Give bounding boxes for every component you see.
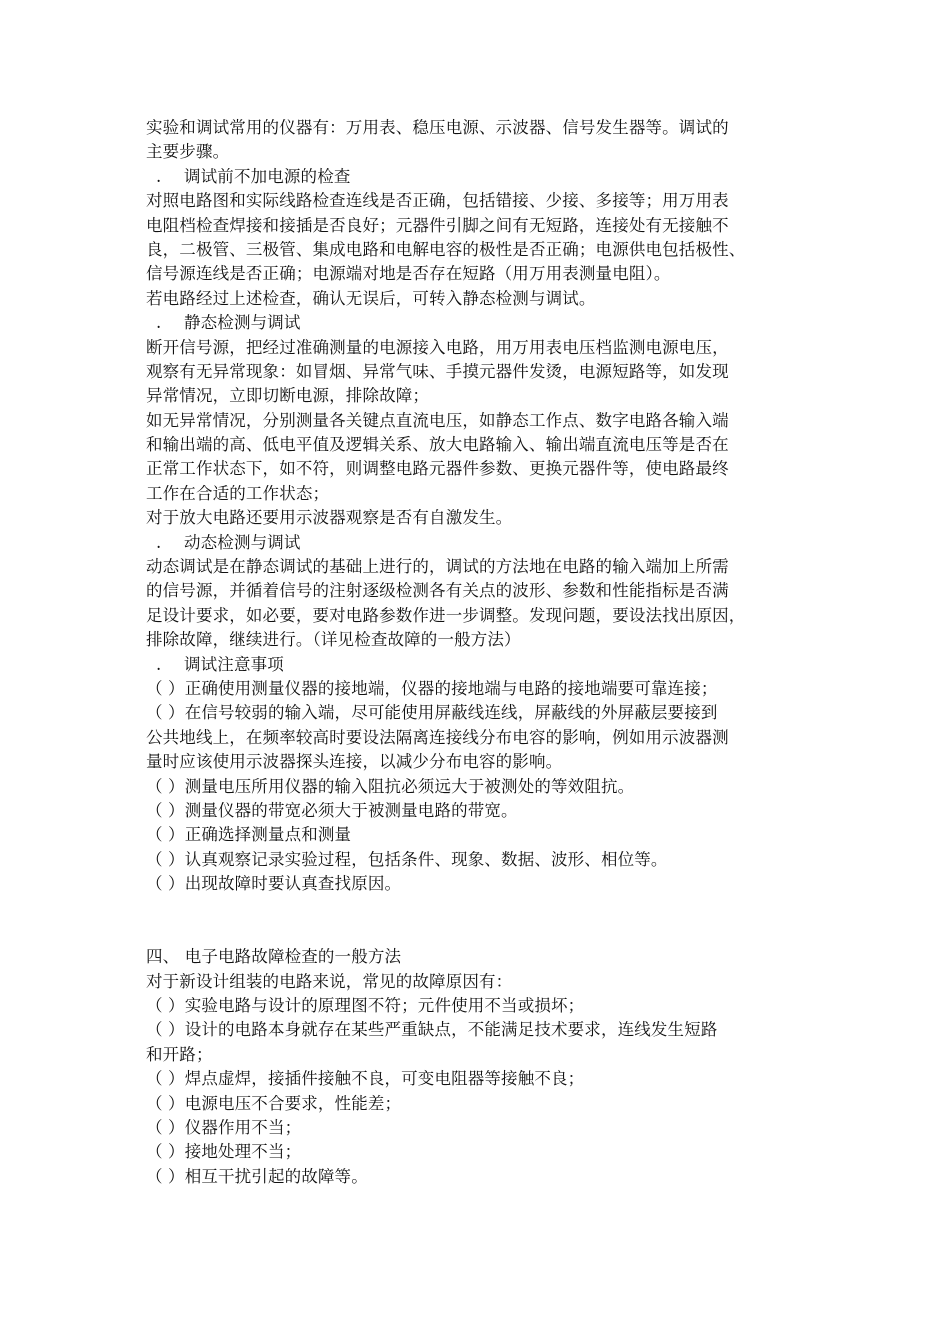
heading-marker: . bbox=[156, 166, 162, 186]
list-item: （ ）相互干扰引起的故障等。 bbox=[146, 1166, 368, 1186]
heading-marker: . bbox=[156, 532, 162, 552]
paragraph-line: 公共地线上，在频率较高时要设法隔离连接线分布电容的影响，例如用示波器测 bbox=[146, 727, 729, 747]
paragraph-line: 对于放大电路还要用示波器观察是否有自激发生。 bbox=[146, 508, 513, 528]
list-item: （ ）测量仪器的带宽必须大于被测量电路的带宽。 bbox=[146, 800, 518, 820]
paragraph-line: 足设计要求，如必要，要对电路参数作进一步调整。发现问题，要设法找出原因， bbox=[146, 605, 746, 625]
list-item: （ ）在信号较弱的输入端，尽可能使用屏蔽线连线，屏蔽线的外屏蔽层要接到 bbox=[146, 703, 718, 723]
paragraph-line: 良，二极管、三极管、集成电路和电解电容的极性是否正确；电源供电包括极性、 bbox=[146, 239, 746, 259]
paragraph-line: 主要步骤。 bbox=[146, 142, 230, 162]
paragraph-line: 量时应该使用示波器探头连接，以减少分布电容的影响。 bbox=[146, 752, 563, 772]
list-item: （ ）实验电路与设计的原理图不符；元件使用不当或损坏； bbox=[146, 996, 585, 1016]
paragraph-line: 工作在合适的工作状态； bbox=[146, 483, 330, 503]
paragraph-line: 电阻档检查焊接和接插是否良好；元器件引脚之间有无短路，连接处有无接触不 bbox=[146, 215, 729, 235]
subsection-heading bbox=[146, 311, 814, 335]
section-spacer bbox=[146, 897, 814, 946]
paragraph-line: 观察有无异常现象：如冒烟、异常气味、手摸元器件发烫，电源短路等，如发现 bbox=[146, 361, 729, 381]
list-item: （ ）电源电压不合要求，性能差； bbox=[146, 1093, 402, 1113]
list-item: （ ）接地处理不当； bbox=[146, 1142, 302, 1162]
list-item: （ ）正确选择测量点和测量 bbox=[146, 825, 352, 845]
list-item: （ ）正确使用测量仪器的接地端，仪器的接地端与电路的接地端要可靠连接； bbox=[146, 678, 718, 698]
document-page bbox=[146, 116, 814, 1189]
list-item: （ ）设计的电路本身就存在某些严重缺点，不能满足技术要求，连线发生短路 bbox=[146, 1020, 718, 1040]
list-item: （ ）出现故障时要认真查找原因。 bbox=[146, 874, 402, 894]
heading-text: 动态检测与调试 bbox=[184, 532, 301, 552]
heading-text: 静态检测与调试 bbox=[184, 313, 301, 333]
paragraph-line: 和开路； bbox=[146, 1044, 213, 1064]
paragraph-line: 排除故障，继续进行。（详见检查故障的一般方法） bbox=[146, 630, 521, 650]
list-item: （ ）测量电压所用仪器的输入阻抗必须远大于被测处的等效阻抗。 bbox=[146, 776, 635, 796]
paragraph-line: 正常工作状态下，如不符，则调整电路元器件参数、更换元器件等，使电路最终 bbox=[146, 459, 729, 479]
subsection-heading bbox=[146, 531, 814, 555]
list-item: （ ）仪器作用不当； bbox=[146, 1118, 302, 1138]
paragraph-line: 异常情况，立即切断电源，排除故障； bbox=[146, 386, 430, 406]
paragraph-line: 对于新设计组装的电路来说，常见的故障原因有： bbox=[146, 971, 513, 991]
paragraph-line: 断开信号源，把经过准确测量的电源接入电路，用万用表电压档监测电源电压， bbox=[146, 337, 729, 357]
heading-marker: . bbox=[156, 654, 162, 674]
list-item: （ ）焊点虚焊，接插件接触不良，可变电阻器等接触不良； bbox=[146, 1069, 585, 1089]
list-item: （ ）认真观察记录实验过程，包括条件、现象、数据、波形、相位等。 bbox=[146, 849, 668, 869]
paragraph-line: 信号源连线是否正确；电源端对地是否存在短路（用万用表测量电阻）。 bbox=[146, 264, 671, 284]
paragraph-line: 对照电路图和实际线路检查连线是否正确，包括错接、少接、多接等；用万用表 bbox=[146, 191, 729, 211]
paragraph-line: 实验和调试常用的仪器有：万用表、稳压电源、示波器、信号发生器等。调试的 bbox=[146, 118, 729, 137]
paragraph-line: 的信号源，并循着信号的注射逐级检测各有关点的波形、参数和性能指标是否满 bbox=[146, 581, 729, 601]
paragraph-line: 如无异常情况，分别测量各关键点直流电压，如静态工作点、数字电路各输入端 bbox=[146, 410, 729, 430]
paragraph-line: 若电路经过上述检查，确认无误后，可转入静态检测与调试。 bbox=[146, 288, 596, 308]
subsection-heading bbox=[146, 653, 814, 677]
heading-text: 调试注意事项 bbox=[184, 654, 284, 674]
paragraph-line: 动态调试是在静态调试的基础上进行的，调试的方法地在电路的输入端加上所需 bbox=[146, 557, 729, 577]
paragraph-line: 和输出端的高、低电平值及逻辑关系、放大电路输入、输出端直流电压等是否在 bbox=[146, 435, 729, 455]
subsection-heading bbox=[146, 165, 814, 189]
section-title: 四、 电子电路故障检查的一般方法 bbox=[146, 947, 402, 967]
heading-text: 调试前不加电源的检查 bbox=[184, 166, 351, 186]
heading-marker: . bbox=[156, 313, 162, 333]
